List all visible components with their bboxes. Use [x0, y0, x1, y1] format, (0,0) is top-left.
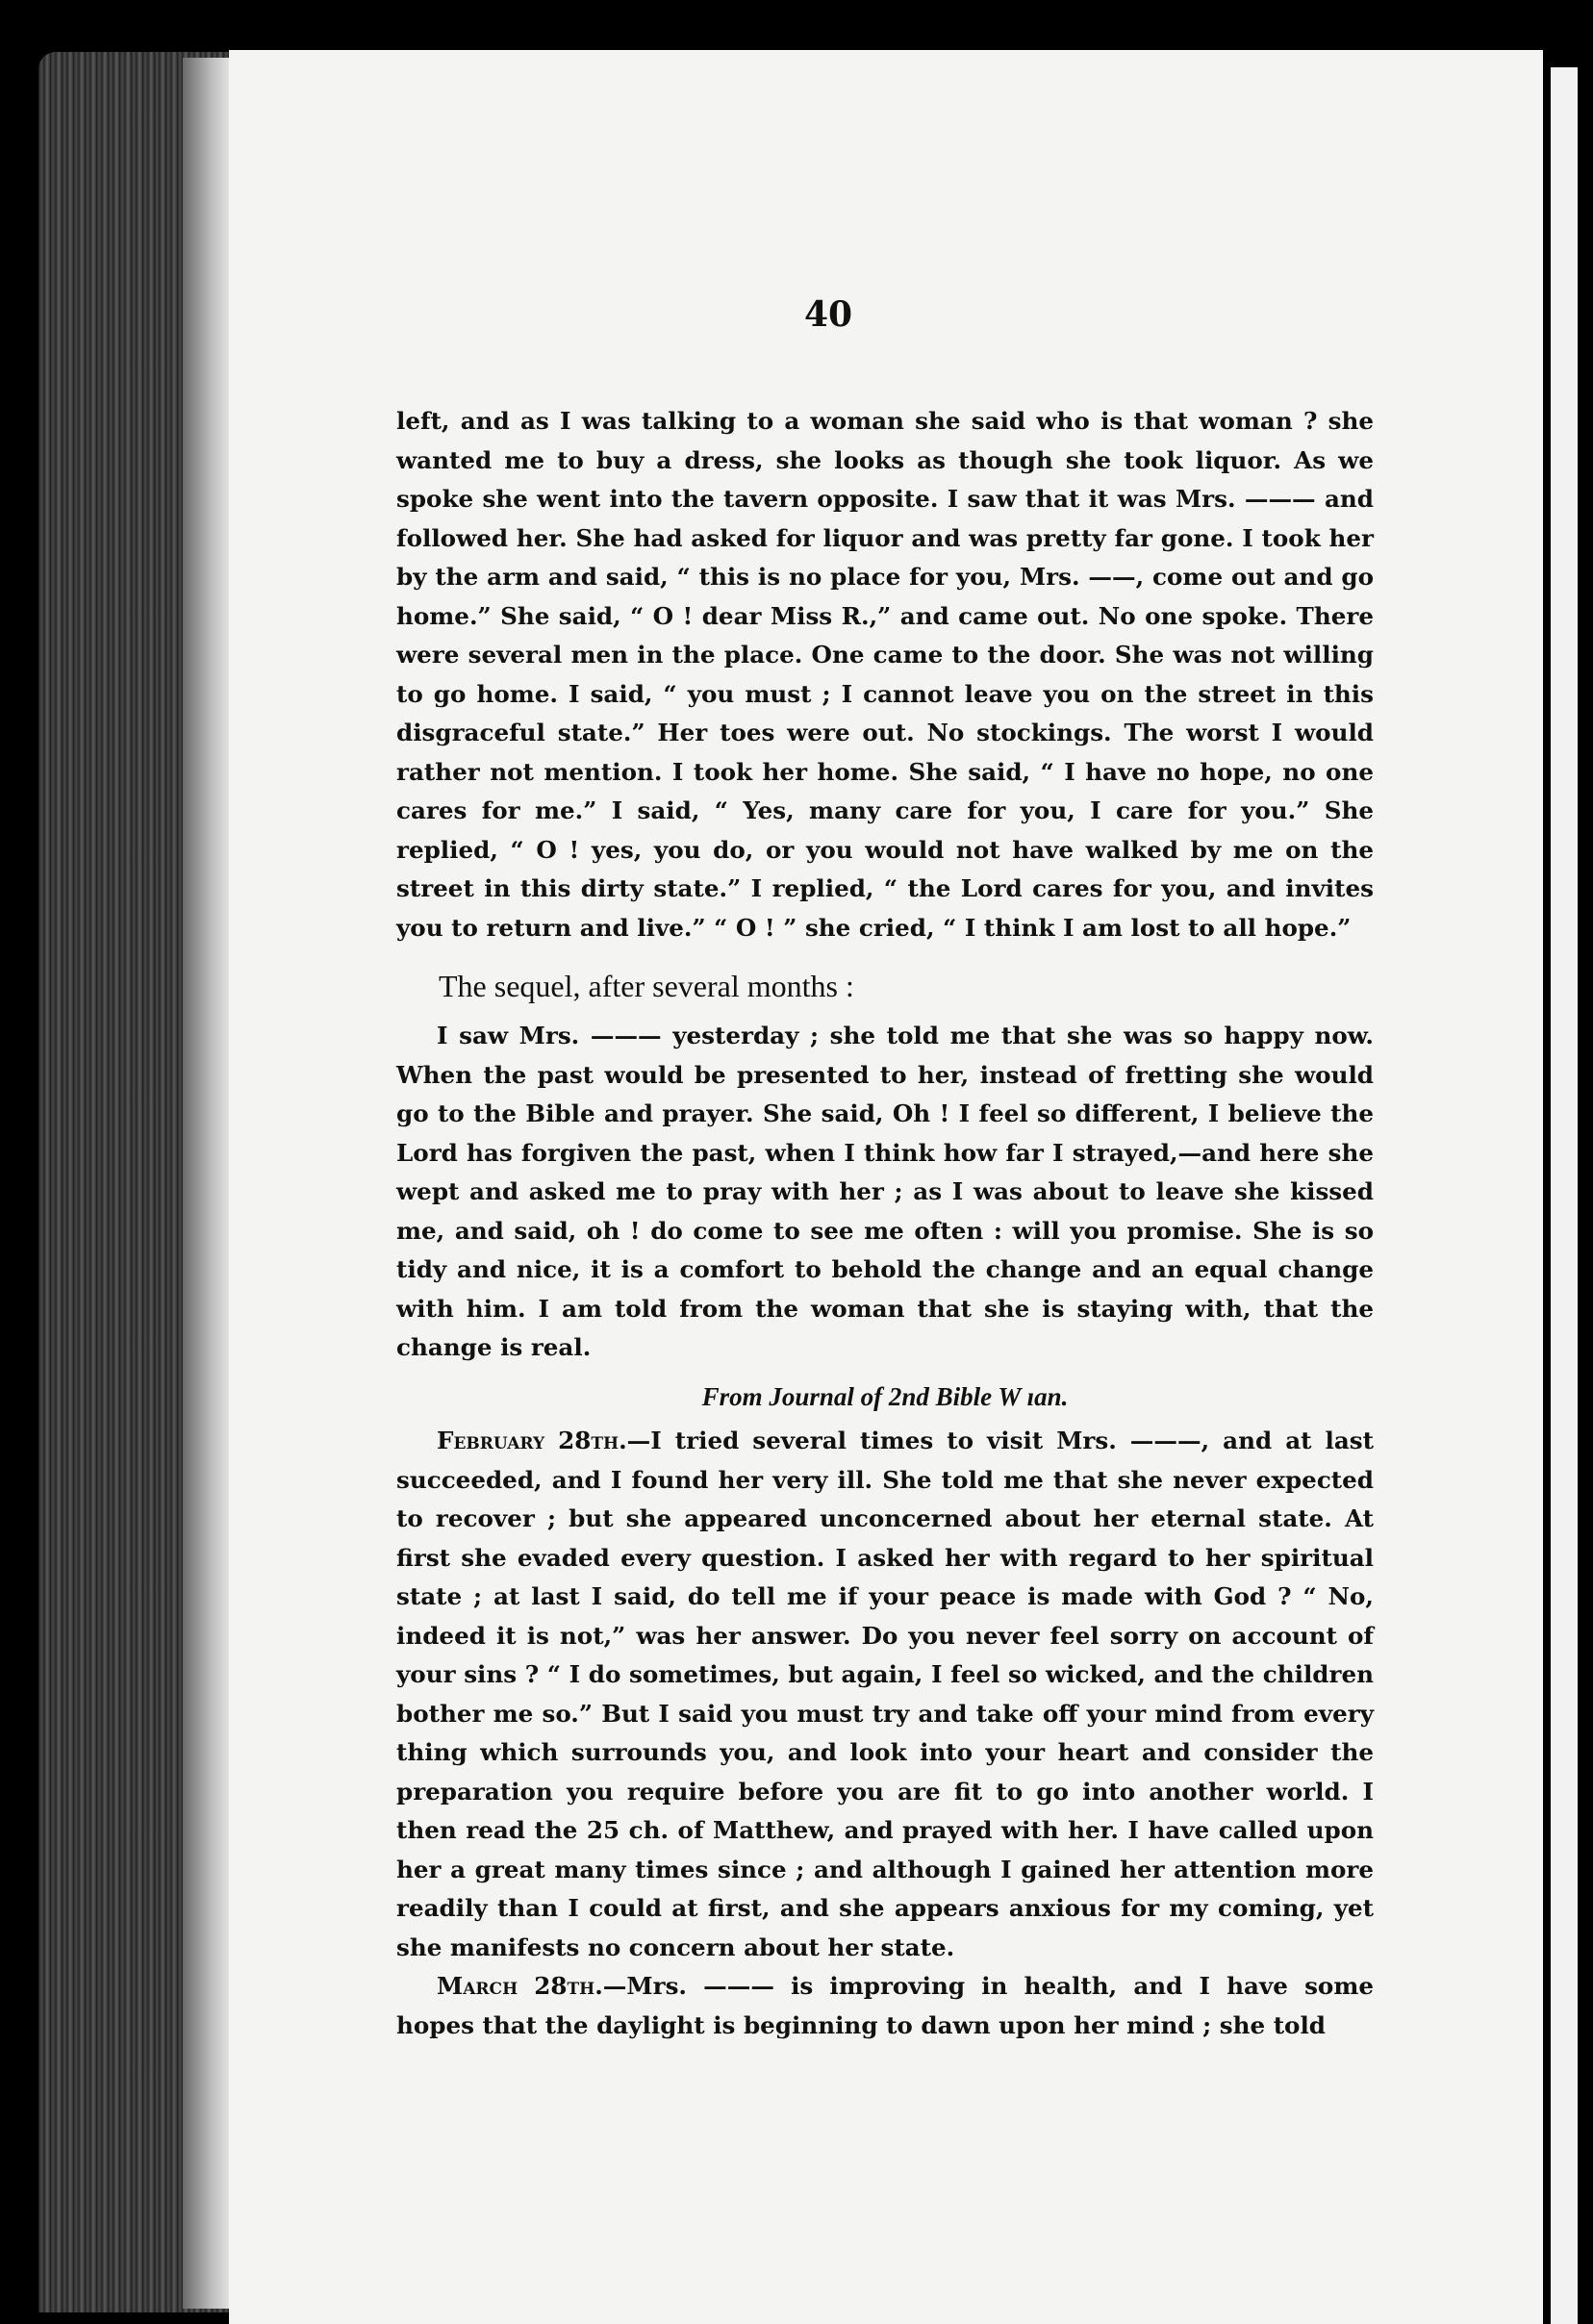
- body-text: [396, 402, 1374, 2045]
- page-number: 40: [803, 294, 853, 335]
- sequel-heading: The sequel, after several months :: [439, 969, 854, 1003]
- entry-text-february: —I tried several times to visit Mrs. ———, and at last succeeded, and I found her very ill. She told me that she never expected to recover ; but she appeared unconcerned about her eternal state. At first she evaded every question. I asked her with regard to her spiritual state ; at last I said, do tell me if your peace is made with God ? “ No, indeed it is not,” was her answer. Do you never feel sorry on account of your sins ? “ I do sometimes, but again, I feel so wicked, and the children bother me so.” But I said you must try and take off your mind from every thing which surrounds you, and look into your heart and consider the preparation you require before you are fit to go into another world. I then read the 25 ch. of Matthew, and prayed with her. I have called upon her a great many times since ; and although I gained her attention more readily than I could at first, and she appears anxious for my coming, yet she manifests no concern about her state.: [396, 1427, 1374, 1961]
- paragraph-1: left, and as I was talking to a woman she said who is that woman ? she wanted me to buy a dress, she looks as though she took liquor. As we spoke she went into the tavern opposite. I saw that it was Mrs. ——— and followed her. She had asked for liquor and was pretty far gone. I took her by the arm and said, “ this is no place for you, Mrs. ——, come out and go home.” She said, “ O ! dear Miss R.,” and came out. No one spoke. There were several men in the place. One came to the door. She was not willing to go home. I said, “ you must ; I cannot leave you on the street in this disgraceful state.” Her toes were out. No stockings. The worst I would rather not mention. I took her home. She said, “ I have no hope, no one cares for me.” I said, “ Yes, many care for you, I care for you.” She replied, “ O ! yes, you do, or you would not have walked by me on the street in this dirty state.” I replied, “ the Lord cares for you, and invites you to return and live.” “ O ! ” she cried, “ I think I am lost to all hope.”: [396, 407, 1374, 942]
- journal-entry-february: [396, 1422, 1374, 1967]
- entry-text-march: —Mrs. ——— is improving in health, and I have some hopes that the daylight is beginning to dawn upon her mind ; she told: [396, 1972, 1374, 2039]
- opposite-page-edge: [1551, 67, 1578, 2324]
- page-edge-highlight: [183, 58, 231, 2309]
- journal-heading: From Journal of 2nd Bible W ıan.: [701, 1381, 1069, 1411]
- journal-entry-march: [396, 1967, 1374, 2045]
- entry-date-march: March 28th.: [437, 1972, 603, 2000]
- paragraph-2: I saw Mrs. ——— yesterday ; she told me that she was so happy now. When the past would be presented to her, instead of fretting she would go to the Bible and prayer. She said, Oh ! I feel so different, I believe the Lord has forgiven the past, when I think how far I strayed,—and here she wept and asked me to pray with her ; as I was about to leave she kissed me, and said, oh ! do come to see me often : will you promise. She is so tidy and nice, it is a comfort to behold the change and an equal change with him. I am told from the woman that she is staying with, that the change is real.: [396, 1022, 1374, 1361]
- entry-date-february: February 28th.: [437, 1427, 627, 1454]
- page: [229, 50, 1543, 2324]
